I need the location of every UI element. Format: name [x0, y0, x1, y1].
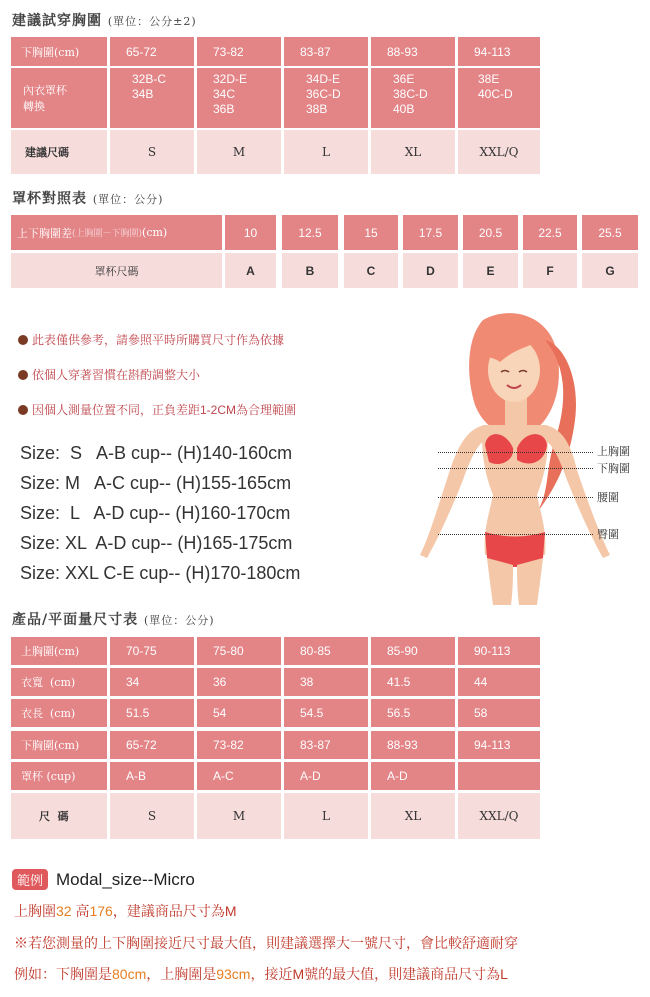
diff-label	[11, 215, 222, 250]
hip-marker-line	[438, 534, 593, 535]
product-cell: 51.5	[110, 699, 194, 727]
diff-cell: 25.5	[582, 215, 638, 250]
upper-bust-label: 上胸圍	[597, 445, 630, 458]
example-model: Modal_size--Micro	[56, 869, 195, 889]
underbust-label: 下胸圍(cm)	[11, 37, 107, 66]
size-guide-line: Size: M A-C cup-- (H)155-165cm	[20, 473, 292, 493]
example-line3-e: ，接近	[250, 966, 293, 982]
example-line1-b: 32	[56, 903, 72, 919]
bullet-dot-icon	[18, 370, 28, 380]
note-item	[18, 401, 296, 418]
waist-marker-line	[438, 497, 593, 498]
cup-value: 38C-D	[393, 87, 428, 101]
section2-title	[12, 188, 163, 208]
product-cell: 83-87	[284, 731, 368, 759]
cup-conversion-label-line1: 內衣罩杯	[23, 84, 67, 97]
section2-title-text: 罩杯對照表	[12, 191, 87, 207]
section1-title-text: 建議試穿胸圍	[12, 13, 102, 29]
bullet-dot-icon	[18, 335, 28, 345]
note-text: 因個人測量位置不同，正負差距1-2CM為合理範圍	[32, 403, 297, 417]
note-item	[18, 331, 284, 348]
product-cell: 65-72	[110, 731, 194, 759]
product-cell: A-C	[197, 762, 281, 790]
size-cell: S	[110, 130, 194, 174]
section3-title	[12, 609, 215, 629]
diff-label-unit: (cm)	[142, 226, 168, 239]
product-row-label: 上胸圍(cm)	[11, 637, 107, 665]
size-guide-line: Size: XXL C-E cup-- (H)170-180cm	[20, 563, 301, 583]
underbust-cell: 65-72	[110, 37, 194, 66]
example-header	[12, 869, 195, 890]
product-row-label: 罩杯 (cup)	[11, 762, 107, 790]
under-bust-label: 下胸圍	[597, 462, 630, 475]
example-line3	[14, 964, 508, 984]
product-cell: 90-113	[458, 637, 540, 665]
example-line1-e: ，建議商品尺寸為	[112, 903, 225, 919]
diff-label-text: 上下胸圍差	[17, 226, 72, 240]
cup-value: 34D-E	[306, 72, 341, 86]
cup-value: 38E	[478, 72, 500, 86]
size-cell: XL	[371, 130, 455, 174]
diff-cell: 17.5	[403, 215, 458, 250]
note-text: 此表僅供參考，請參照平時所購買尺寸作為依據	[32, 333, 285, 347]
product-size-cell: L	[284, 793, 368, 839]
underbust-cell: 83-87	[284, 37, 368, 66]
product-cell	[458, 762, 540, 790]
size-guide-line: Size: XL A-D cup-- (H)165-175cm	[20, 533, 293, 553]
product-cell: 75-80	[197, 637, 281, 665]
cup-conversion-cell	[458, 68, 540, 128]
cup-size-label: 罩杯尺碼	[11, 253, 222, 288]
cup-value: 34C	[213, 87, 236, 101]
cup-value: 32D-E	[213, 72, 248, 86]
product-row-label: 衣寬 (cm)	[11, 668, 107, 696]
product-cell: 70-75	[110, 637, 194, 665]
product-cell: 41.5	[371, 668, 455, 696]
example-line1-d: 176	[89, 903, 113, 919]
diff-cell: 20.5	[463, 215, 518, 250]
size-guide-line: Size: L A-D cup-- (H)160-170cm	[20, 503, 291, 523]
diff-cell: 22.5	[523, 215, 577, 250]
section3-title-text: 產品/平面量尺寸表	[12, 612, 139, 628]
example-line1	[14, 901, 237, 921]
cup-value: 36B	[213, 102, 235, 116]
product-size-cell: XL	[371, 793, 455, 839]
product-cell: 56.5	[371, 699, 455, 727]
note-item	[18, 366, 200, 383]
cup-value: 40B	[393, 102, 415, 116]
product-size-label: 尺 碼	[11, 793, 107, 839]
size-cell: L	[284, 130, 368, 174]
product-size-cell: S	[110, 793, 194, 839]
product-cell: 85-90	[371, 637, 455, 665]
cup-value: 36E	[393, 72, 415, 86]
waist-label: 腰圍	[597, 491, 619, 504]
product-cell: 36	[197, 668, 281, 696]
cup-cell: A	[225, 253, 276, 288]
product-size-cell: M	[197, 793, 281, 839]
example-line1-c: 高	[71, 903, 90, 919]
cup-cell: C	[344, 253, 398, 288]
product-cell: 94-113	[458, 731, 540, 759]
product-cell: 80-85	[284, 637, 368, 665]
product-cell: 38	[284, 668, 368, 696]
cup-cell: F	[523, 253, 577, 288]
underbust-cell: 88-93	[371, 37, 455, 66]
cup-conversion-label-line2: 轉換	[23, 100, 45, 113]
cup-conversion-cell	[284, 68, 368, 128]
cup-value: 36C-D	[306, 87, 341, 101]
product-cell: A-D	[371, 762, 455, 790]
example-line1-f: M	[224, 903, 237, 919]
product-cell: 73-82	[197, 731, 281, 759]
product-size-cell: XXL/Q	[458, 793, 540, 839]
example-tag: 範例	[12, 869, 48, 890]
cup-conversion-cell	[197, 68, 281, 128]
cup-conversion-label	[11, 68, 107, 128]
cup-value: 34B	[132, 87, 154, 101]
product-row-label: 衣長 (cm)	[11, 699, 107, 727]
cup-conversion-cell	[371, 68, 455, 128]
product-cell: 44	[458, 668, 540, 696]
under-bust-marker-line	[438, 468, 593, 469]
underbust-cell: 73-82	[197, 37, 281, 66]
note-text: 依個人穿著習慣在斟酌調整大小	[32, 368, 201, 382]
example-line3-a: 例如：下胸圍是	[14, 966, 112, 982]
cup-value: 40C-D	[478, 87, 513, 101]
product-cell: 34	[110, 668, 194, 696]
example-line3-h: L	[500, 966, 508, 982]
cup-cell: G	[582, 253, 638, 288]
diff-cell: 15	[344, 215, 398, 250]
diff-cell: 12.5	[282, 215, 338, 250]
section1-unit: (單位：公分±2)	[107, 15, 197, 28]
example-line3-f: M	[292, 966, 305, 982]
upper-bust-marker-line	[438, 452, 593, 453]
example-line3-g: 號的最大值，則建議商品尺寸為	[304, 966, 501, 982]
bullet-dot-icon	[18, 405, 28, 415]
cup-cell: D	[403, 253, 458, 288]
hip-label: 臀圍	[597, 528, 619, 541]
size-cell: XXL/Q	[458, 130, 540, 174]
cup-value: 32B-C	[132, 72, 167, 86]
cup-cell: E	[463, 253, 518, 288]
example-line2: ※若您測量的上下胸圍接近尺寸最大值，則建議選擇大一號尺寸，會比較舒適耐穿	[14, 935, 518, 951]
section3-unit: (單位：公分)	[144, 614, 215, 627]
size-guide-line: Size: S A-B cup-- (H)140-160cm	[20, 443, 293, 463]
cup-value: 38B	[306, 102, 328, 116]
product-cell: 54	[197, 699, 281, 727]
product-row-label: 下胸圍(cm)	[11, 731, 107, 759]
product-cell: A-D	[284, 762, 368, 790]
example-line3-b: 80cm	[112, 966, 147, 982]
diff-cell: 10	[225, 215, 276, 250]
section1-title	[12, 10, 197, 30]
product-cell: A-B	[110, 762, 194, 790]
example-line3-c: ，上胸圍是	[146, 966, 217, 982]
cup-cell: B	[282, 253, 338, 288]
size-cell: M	[197, 130, 281, 174]
example-line1-a: 上胸圍	[14, 903, 56, 919]
section2-unit: (單位：公分)	[92, 193, 164, 206]
product-cell: 54.5	[284, 699, 368, 727]
example-line3-d: 93cm	[216, 966, 251, 982]
cup-conversion-cell	[110, 68, 194, 128]
underbust-cell: 94-113	[458, 37, 540, 66]
size-label: 建議尺碼	[11, 130, 107, 174]
diff-label-note: (上胸圍－下胸圍)	[72, 229, 143, 239]
product-cell: 88-93	[371, 731, 455, 759]
product-cell: 58	[458, 699, 540, 727]
